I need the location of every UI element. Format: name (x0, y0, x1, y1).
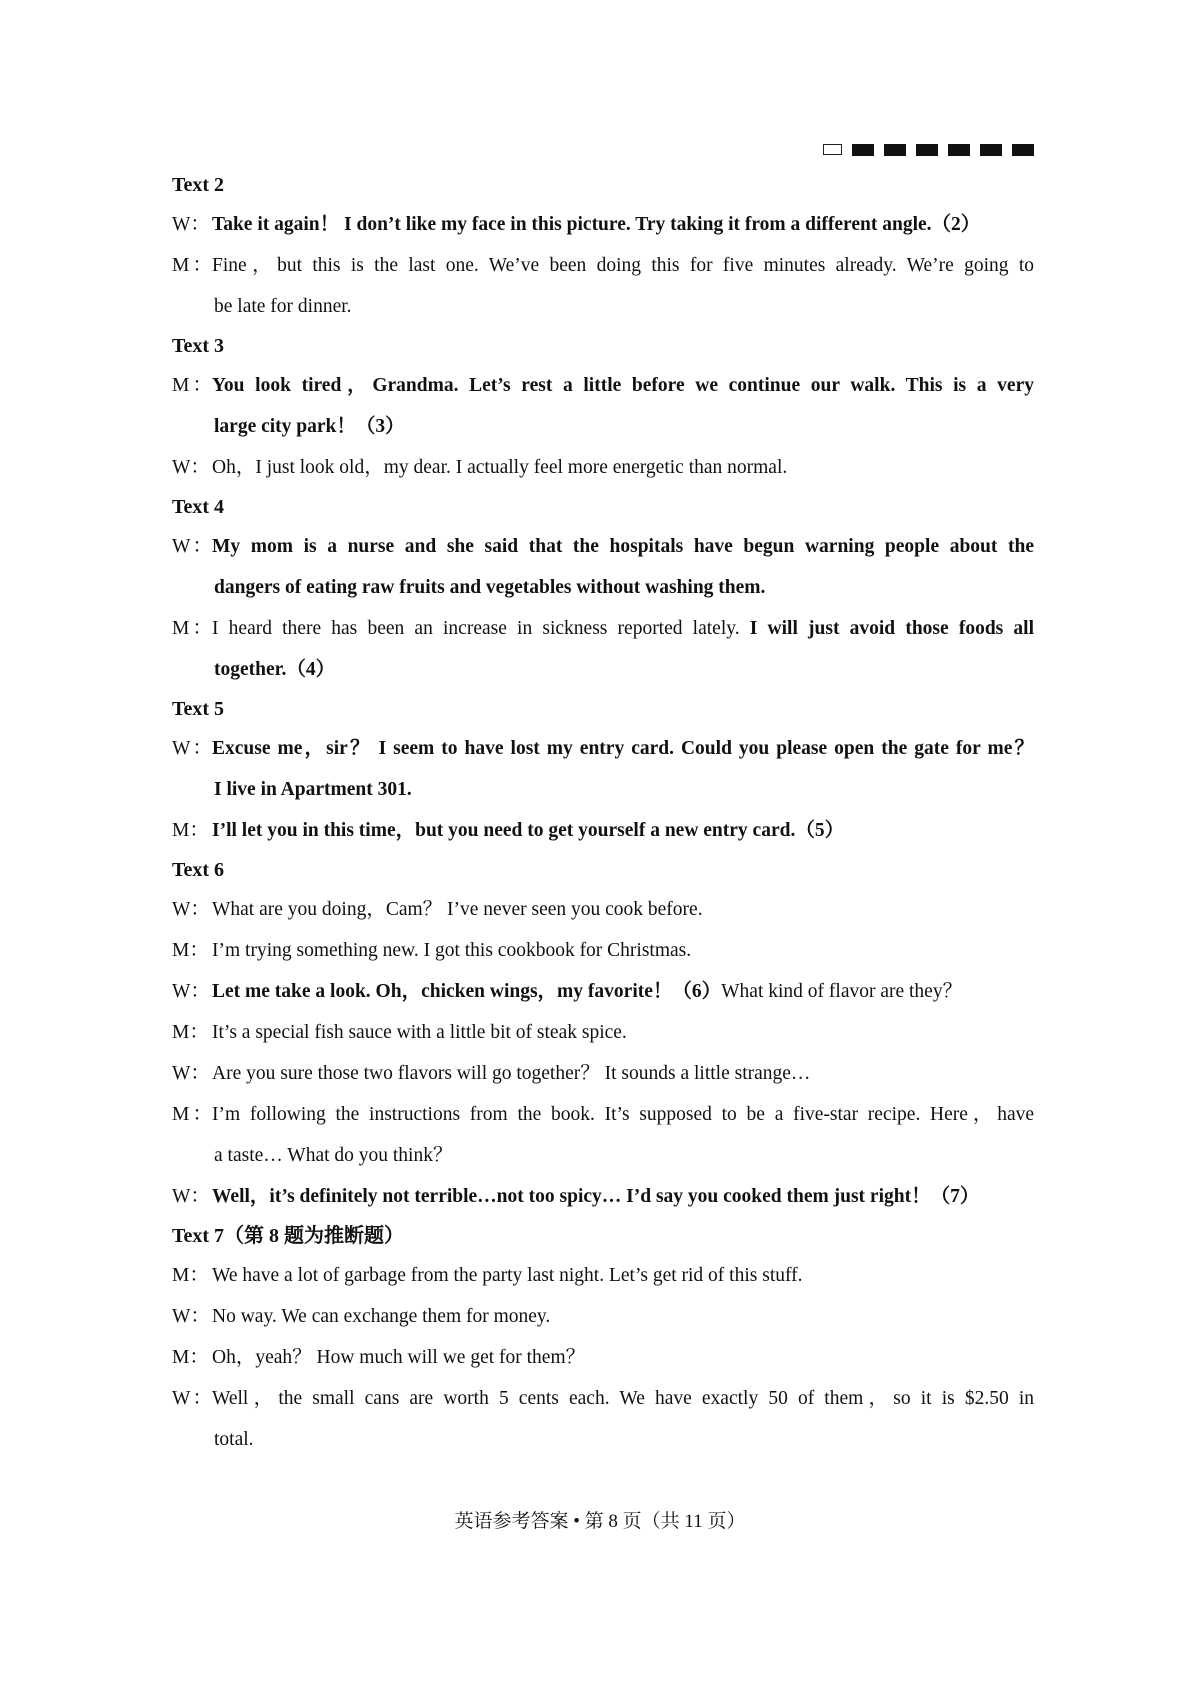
filled-box-mark (916, 144, 938, 156)
speaker-label: W： (172, 1186, 210, 1207)
dialogue-line (172, 930, 1034, 971)
dialogue-line (172, 365, 1034, 406)
filled-box-mark (948, 144, 970, 156)
dialogue-continuation (172, 567, 1034, 608)
dialogue-line (172, 526, 1034, 567)
speaker-label: W： (172, 1388, 212, 1409)
dialogue-line (172, 1378, 1034, 1419)
filled-box-mark (980, 144, 1002, 156)
filled-box-mark (852, 144, 874, 156)
dialogue-text: be late for dinner. (214, 296, 352, 317)
section-heading: Text 3 (172, 335, 225, 357)
dialogue-line (172, 204, 1034, 245)
answer-highlight-text: Take it again！ I don’t like my face in this picture. Try taking it from a different angle.（2） (212, 214, 981, 235)
dialogue-line (172, 1255, 1034, 1296)
speaker-label: W： (172, 457, 210, 478)
dialogue-text: a taste… What do you think？ (214, 1145, 453, 1166)
answer-highlight-text: You look tired，Grandma. Let’s rest a little before we continue our walk. This is a very (212, 375, 1034, 396)
answer-highlight-text: Let me take a look. Oh，chicken wings，my favorite！（6） (212, 981, 722, 1002)
dialogue-text: It’s a special fish sauce with a little bit of steak spice. (212, 1022, 627, 1043)
section-heading: Text 5 (172, 698, 225, 720)
dialogue-line (172, 728, 1034, 769)
dialogue-line (172, 971, 1034, 1012)
answer-highlight-text: I will just avoid those foods all (749, 618, 1035, 639)
speaker-label: W： (172, 214, 210, 235)
dialogue-line (172, 1296, 1034, 1337)
dialogue-continuation (172, 1419, 1034, 1460)
section-heading: Text 2 (172, 174, 225, 196)
speaker-label: M： (172, 1347, 209, 1368)
section-heading: Text 7（第 8 题为推断题） (172, 1225, 405, 1247)
dialogue-line (172, 608, 1034, 649)
section-heading: Text 4 (172, 496, 225, 518)
speaker-label: M： (172, 618, 212, 639)
speaker-label: M： (172, 255, 212, 276)
speaker-label: W： (172, 536, 212, 557)
section-heading: Text 6 (172, 859, 225, 881)
speaker-label: M： (172, 940, 209, 961)
answer-highlight-text: My mom is a nurse and she said that the hospitals have begun warning people about the (212, 536, 1034, 557)
dialogue-line (172, 1337, 1034, 1378)
dialogue-line (172, 1176, 1034, 1217)
dialogue-continuation (172, 286, 1034, 327)
dialogue-line (172, 1053, 1034, 1094)
dialogue-text: What kind of flavor are they？ (721, 981, 963, 1002)
answer-highlight-text: large city park！（3） (214, 416, 405, 437)
speaker-label: W： (172, 1063, 210, 1084)
dialogue-text: total. (214, 1429, 254, 1450)
answer-highlight-text: together.（4） (214, 659, 336, 680)
filled-box-mark (884, 144, 906, 156)
dialogue-continuation (172, 406, 1034, 447)
speaker-label: M： (172, 1022, 209, 1043)
dialogue-text: What are you doing，Cam？ I’ve never seen you cook before. (212, 899, 703, 920)
transcript-body (172, 166, 1034, 1460)
dialogue-line (172, 1012, 1034, 1053)
answer-highlight-text: Excuse me，sir？ I seem to have lost my entry card. Could you please open the gate for me？ (212, 738, 1034, 759)
dialogue-text: Well，the small cans are worth 5 cents each. We have exactly 50 of them，so it is $2.50 in (212, 1388, 1034, 1409)
dialogue-text: Are you sure those two flavors will go together？ It sounds a little strange… (212, 1063, 811, 1084)
dialogue-text: We have a lot of garbage from the party last night. Let’s get rid of this stuff. (212, 1265, 803, 1286)
dialogue-text: I’m following the instructions from the book. It’s supposed to be a five-star recipe. Here，have (212, 1104, 1034, 1125)
answer-highlight-text: dangers of eating raw fruits and vegetables without washing them. (214, 577, 766, 598)
dialogue-text: Fine，but this is the last one. We’ve been doing this for five minutes already. We’re going to (212, 255, 1034, 276)
header-registration-marks (823, 144, 1034, 158)
speaker-label: W： (172, 738, 212, 759)
speaker-label: M： (172, 820, 209, 841)
dialogue-continuation (172, 769, 1034, 810)
answer-highlight-text: Well，it’s definitely not terrible…not too spicy… I’d say you cooked them just right！（7） (212, 1186, 980, 1207)
answer-highlight-text: I live in Apartment 301. (214, 779, 412, 800)
answer-highlight-text: I’ll let you in this time，but you need to get yourself a new entry card.（5） (212, 820, 845, 841)
speaker-label: W： (172, 1306, 210, 1327)
dialogue-text: I heard there has been an increase in sickness reported lately. (212, 618, 750, 639)
speaker-label: W： (172, 981, 210, 1002)
dialogue-continuation (172, 1135, 1034, 1176)
dialogue-line (172, 889, 1034, 930)
speaker-label: M： (172, 1265, 209, 1286)
dialogue-line (172, 1094, 1034, 1135)
dialogue-text: Oh，I just look old，my dear. I actually feel more energetic than normal. (212, 457, 788, 478)
dialogue-text: No way. We can exchange them for money. (212, 1306, 551, 1327)
page-footer: 英语参考答案 • 第 8 页（共 11 页） (454, 1511, 746, 1532)
filled-box-mark (1012, 144, 1034, 156)
dialogue-line (172, 810, 1034, 851)
speaker-label: M： (172, 1104, 212, 1125)
dialogue-line (172, 245, 1034, 286)
dialogue-continuation (172, 649, 1034, 690)
dialogue-text: I’m trying something new. I got this cookbook for Christmas. (212, 940, 692, 961)
dialogue-line (172, 447, 1034, 488)
speaker-label: M： (172, 375, 212, 396)
empty-box-mark (823, 144, 842, 155)
speaker-label: W： (172, 899, 210, 920)
dialogue-text: Oh，yeah？ How much will we get for them？ (212, 1347, 586, 1368)
